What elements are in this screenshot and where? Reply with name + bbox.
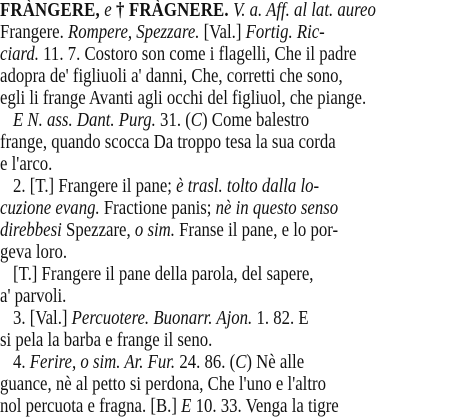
definition: direbbesi bbox=[0, 220, 62, 241]
text-run: nol percuota e fragna. [B.] bbox=[0, 396, 182, 417]
line-11 bbox=[0, 219, 408, 242]
citation: E N. ass. Dant. Purg. bbox=[13, 110, 156, 131]
text-run: 1. 82. E bbox=[252, 308, 309, 329]
text-run: Frangere. bbox=[0, 22, 68, 43]
text-run: frange, quando scocca Da troppo tesa la sua corda bbox=[0, 132, 336, 153]
text-run: 10. 33. Venga la tigre bbox=[191, 396, 339, 417]
line-15 bbox=[13, 307, 421, 330]
citation: Ferire, o sim. Ar. Fur. bbox=[29, 352, 176, 373]
text-run: ) Come balestro bbox=[201, 110, 310, 131]
text-run: geva loro. bbox=[0, 242, 68, 263]
definition: nè in questo senso bbox=[215, 198, 339, 219]
line-2 bbox=[0, 21, 408, 44]
text-run: egli li frange Avanti agli occhi del figliuol, che piange. bbox=[0, 88, 367, 109]
definition: o sim. bbox=[134, 220, 175, 241]
text-run: a' parvoli. bbox=[0, 286, 67, 307]
line-16 bbox=[0, 329, 408, 352]
text-run: 4. bbox=[13, 352, 30, 373]
source-mark: C bbox=[190, 110, 202, 131]
line-5 bbox=[0, 87, 408, 110]
line-19 bbox=[0, 395, 408, 418]
text-run: Franse il pane, e lo por- bbox=[174, 220, 339, 241]
text-run: 2. [T.] Frangere il pane; bbox=[13, 176, 177, 197]
line-17 bbox=[13, 351, 421, 374]
citation: E bbox=[181, 396, 192, 417]
line-12 bbox=[0, 241, 408, 264]
definition: è trasl. tolto dalla lo- bbox=[176, 176, 320, 197]
text-run: adopra de' figliuoli a' danni, Che, corretti che sono, bbox=[0, 66, 343, 87]
text-run: e l'arco. bbox=[0, 154, 53, 175]
text-run: 3. [Val.] bbox=[13, 308, 72, 329]
text-run: Spezzare, bbox=[61, 220, 135, 241]
citation: Percuotere. Buonarr. Ajon. bbox=[71, 308, 253, 329]
definition: cuzione evang. bbox=[0, 198, 100, 219]
line-4 bbox=[0, 65, 408, 88]
line-6 bbox=[13, 109, 421, 132]
source-mark: C bbox=[235, 352, 247, 373]
text-run: 11. 7. Costoro son come i flagelli, Che il padre bbox=[38, 44, 357, 65]
text-run: guance, nè al petto si perdona, Che l'uno e l'altro bbox=[0, 374, 326, 395]
text-run: ) Nè alle bbox=[246, 352, 305, 373]
text-run: si pela la barba e frange il seno. bbox=[0, 330, 213, 351]
line-9 bbox=[13, 175, 421, 198]
line-10 bbox=[0, 197, 408, 220]
text-run: 31. ( bbox=[155, 110, 191, 131]
conj: e bbox=[104, 0, 112, 21]
citation: Fortig. Ric- bbox=[245, 22, 325, 43]
line-14 bbox=[0, 285, 408, 308]
definition: Rompere, Spezzare. bbox=[67, 22, 200, 43]
line-7 bbox=[0, 131, 408, 154]
citation: ciard. bbox=[0, 44, 39, 65]
text-run: 24. 86. ( bbox=[175, 352, 236, 373]
line-18 bbox=[0, 373, 408, 396]
line-1 bbox=[0, 0, 408, 22]
line-3 bbox=[0, 43, 408, 66]
grammar-note: V. a. Aff. al lat. aureo bbox=[233, 0, 376, 21]
headword-variant: † FRÀGNERE. bbox=[111, 0, 234, 21]
line-8 bbox=[0, 153, 408, 176]
text-run: [T.] Frangere il pane della parola, del sapere, bbox=[13, 264, 314, 285]
headword: FRÀNGERE, bbox=[0, 0, 105, 21]
line-13 bbox=[13, 263, 421, 286]
text-run: [Val.] bbox=[199, 22, 246, 43]
text-run: Fractione panis; bbox=[99, 198, 216, 219]
